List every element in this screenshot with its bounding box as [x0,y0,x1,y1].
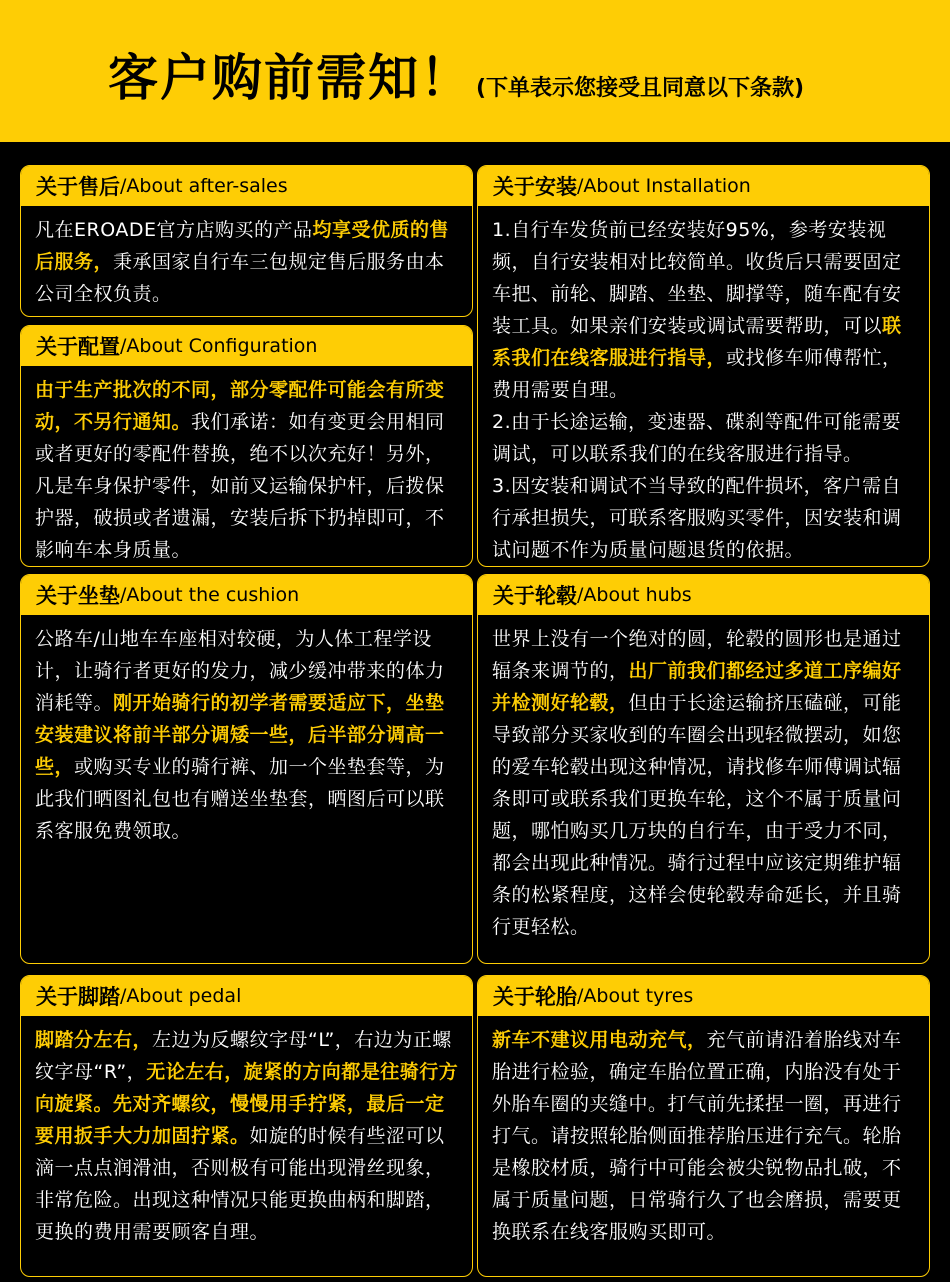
page-title [108,38,804,110]
card-header [21,166,472,206]
body-text: 1.自行车发货前已经安装好95%，参考安装视频，自行安装相对比较简单。收货后只需要固定车把、前轮、脚踏、坐垫、脚撑等，随车配有安装工具。如果亲们安装或调试需要帮助，可以 [492,219,902,337]
card-title-cn: 关于售后 [36,175,120,199]
card-title-cn: 关于脚踏 [36,985,120,1009]
card-pedal [20,975,473,1277]
body-text: 如旋的时候有些涩可以滴一点点润滑油，否则极有可能出现滑丝现象，非常危险。出现这种情况只能更换曲柄和脚踏，更换的费用需要顾客自理。 [35,1125,445,1243]
card-header [478,166,929,206]
highlight-text: 联系我们在线客服进行指导， [492,315,902,369]
card-title-cn: 关于配置 [36,335,120,359]
card-header [478,976,929,1016]
card-header [21,326,472,366]
highlight-text: 无论左右，旋紧的方向都是往骑行方向旋紧。先对齐螺纹，慢慢用手拧紧，最后一定要用扳手大力加固拧紧。 [35,1061,459,1147]
body-text: 左边为反螺纹字母“L”，右边为正螺纹字母“R”， [35,1029,452,1083]
card-title-en: /About after-sales [120,175,288,197]
card-title-en: /About tyres [577,985,694,1007]
body-text: 或找修车师傅帮忙，费用需要自理。 [492,347,902,401]
body-text: 充气前请沿着胎线对车胎进行检验，确定车胎位置正确，内胎没有处于外胎车圈的夹缝中。打气前先揉捏一圈，再进行打气。请按照轮胎侧面推荐胎压进行充气。轮胎是橡胶材质，骑行中可能会被尖锐物品扎破，不属于质量问题，日常骑行久了也会磨损，需要更换联系在线客服购买即可。 [492,1029,902,1243]
card-body [478,1016,929,1256]
card-after-sales [20,165,473,317]
highlight-text: 新车不建议用电动充气， [492,1029,707,1051]
card-hubs [477,574,930,964]
card-body [21,1016,472,1256]
card-title-en: /About pedal [120,985,242,1007]
body-text: 但由于长途运输挤压磕碰，可能导致部分买家收到的车圈会出现轻微摆动，如您的爱车轮毂出现这种情况，请找修车师傅调试辐条即可或联系我们更换车轮，这个不属于质量问题，哪怕购买几万块的自行车，由于受力不同，都会出现此种情况。骑行过程中应该定期维护辐条的松紧程度，这样会使轮毂寿命延长，并且骑行更轻松。 [492,692,902,938]
highlight-text: 脚踏分左右， [35,1029,153,1051]
header-banner [0,0,950,142]
title-subtitle: (下单表示您接受且同意以下条款) [476,76,805,101]
body-text: 或购买专业的骑行裤、加一个坐垫套等，为此我们晒图礼包也有赠送坐垫套，晒图后可以联系客服免费领取。 [35,756,445,842]
highlight-text: 刚开始骑行的初学者需要适应下，坐垫安装建议将前半部分调矮一些，后半部分调高一些， [35,692,445,778]
highlight-text: 由于生产批次的不同，部分零配件可能会有所变动，不另行通知。 [35,379,445,433]
card-body [21,615,472,855]
card-title-en: /About Installation [577,175,751,197]
card-title-en: /About Configuration [120,335,318,357]
card-title-cn: 关于轮胎 [493,985,577,1009]
card-title-cn: 关于轮毂 [493,584,577,608]
body-text: 公路车/山地车车座相对较硬，为人体工程学设计，让骑行者更好的发力，减少缓冲带来的体力消耗等。 [35,628,445,714]
body-text: 世界上没有一个绝对的圆，轮毂的圆形也是通过辐条来调节的， [492,628,902,682]
body-text: 2.由于长途运输，变速器、碟刹等配件可能需要调试，可以联系我们的在线客服进行指导。 [492,411,902,465]
body-text: 我们承诺：如有变更会用相同或者更好的零配件替换，绝不以次充好！另外，凡是车身保护零件，如前叉运输保护杆，后拨保护器，破损或者遗漏，安装后拆下扔掉即可，不影响车本身质量。 [35,411,445,561]
card-title-en: /About hubs [577,584,692,606]
card-tyres [477,975,930,1277]
card-header [478,575,929,615]
body-text: 秉承国家自行车三包规定售后服务由本公司全权负责。 [35,251,445,305]
title-main: 客户购前需知！ [108,49,472,107]
card-body [478,206,929,567]
card-body [478,615,929,951]
body-text: 3.因安装和调试不当导致的配件损坏，客户需自行承担损失，可联系客服购买零件，因安装和调试问题不作为质量问题退货的依据。 [492,475,902,561]
card-body [21,366,472,567]
card-title-en: /About the cushion [120,584,300,606]
body-text: 凡在EROADE官方店购买的产品 [35,219,313,241]
card-title-cn: 关于坐垫 [36,584,120,608]
card-configuration [20,325,473,567]
card-header [21,575,472,615]
card-installation [477,165,930,567]
highlight-text: 出厂前我们都经过多道工序编好并检测好轮毂， [492,660,902,714]
card-cushion [20,574,473,964]
card-body [21,206,472,317]
card-title-cn: 关于安装 [493,175,577,199]
highlight-text: 均享受优质的售后服务， [35,219,449,273]
card-header [21,976,472,1016]
